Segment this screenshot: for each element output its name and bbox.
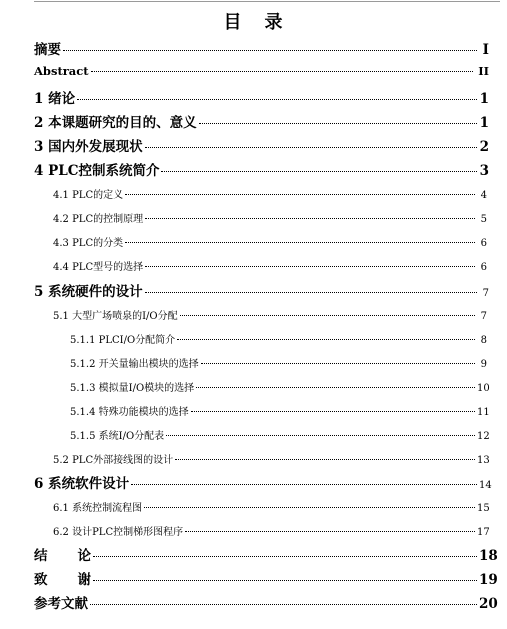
toc-entry-label: 5.1.1 PLCI/O分配简介 bbox=[70, 335, 176, 346]
toc-entry-section-4-1[interactable] bbox=[0, 186, 507, 201]
toc-leader-dots bbox=[175, 459, 475, 460]
toc-leader-dots bbox=[161, 171, 477, 172]
toc-entry-page: 14 bbox=[479, 480, 492, 491]
toc-entry-subsection-5-1-5[interactable] bbox=[0, 427, 507, 442]
toc-entry-label: 6.1 系统控制流程图 bbox=[53, 503, 143, 514]
toc-entry-page: 2 bbox=[479, 139, 489, 155]
toc-leader-dots bbox=[145, 147, 477, 148]
toc-entry-references[interactable] bbox=[0, 592, 507, 612]
toc-entry-page: 7 bbox=[482, 288, 489, 299]
toc-entry-page: 12 bbox=[477, 431, 490, 442]
toc-entry-label: 2 本课题研究的目的、意义 bbox=[34, 115, 197, 131]
toc-entry-label: 摘要 bbox=[34, 42, 61, 58]
toc-leader-dots bbox=[91, 71, 473, 72]
toc-entry-page: 6 bbox=[480, 262, 487, 273]
toc-entry-page: I bbox=[482, 42, 489, 58]
toc-entry-page: 17 bbox=[477, 527, 490, 538]
toc-leader-dots bbox=[201, 363, 475, 364]
toc-entry-abstract-en[interactable] bbox=[0, 64, 507, 78]
toc-entry-page: 4 bbox=[480, 190, 487, 201]
toc-entry-subsection-5-1-2[interactable] bbox=[0, 355, 507, 370]
toc-entry-label: 5.1.5 系统I/O分配表 bbox=[70, 431, 165, 442]
toc-entry-subsection-5-1-1[interactable] bbox=[0, 331, 507, 346]
toc-title-char-1: 目 bbox=[223, 12, 243, 33]
toc-entry-label: 4.4 PLC型号的选择 bbox=[53, 262, 144, 273]
toc-entry-label: 5.1 大型广场喷泉的I/O分配 bbox=[53, 311, 178, 322]
toc-entry-label: 5.1.3 模拟量I/O模块的选择 bbox=[70, 383, 195, 394]
toc-entry-label-part: 论 bbox=[77, 548, 91, 564]
toc-entry-label: 3 国内外发展现状 bbox=[34, 139, 143, 155]
toc-entry-section-4-3[interactable] bbox=[0, 234, 507, 249]
toc-leader-dots bbox=[185, 531, 475, 532]
toc-entry-label bbox=[0, 544, 91, 564]
toc-entry-abstract-cn[interactable] bbox=[0, 38, 507, 58]
toc-entry-page: 5 bbox=[480, 214, 487, 225]
toc-title-char-2: 录 bbox=[264, 12, 284, 33]
toc-entry-page: 20 bbox=[479, 596, 498, 612]
toc-entry-label-part: 谢 bbox=[77, 572, 91, 588]
toc-entry-label: 1 绪论 bbox=[34, 91, 76, 107]
toc-entry-page: 10 bbox=[477, 383, 490, 394]
toc-entry-section-5-1[interactable] bbox=[0, 307, 507, 322]
toc-entry-chapter-1[interactable] bbox=[0, 87, 507, 107]
toc-entry-label-part: 结 bbox=[34, 548, 48, 564]
toc-leader-dots bbox=[180, 315, 475, 316]
toc-entry-page: 9 bbox=[480, 359, 487, 370]
toc-leader-dots bbox=[191, 411, 475, 412]
toc-entry-page: 1 bbox=[479, 115, 489, 131]
toc-entry-label bbox=[0, 568, 91, 588]
toc-leader-dots bbox=[166, 435, 475, 436]
toc-title bbox=[0, 8, 507, 34]
toc-entry-acknowledgement[interactable] bbox=[0, 568, 507, 588]
toc-entry-page: 7 bbox=[480, 311, 487, 322]
toc-leader-dots bbox=[145, 218, 475, 219]
toc-entry-label: 4.1 PLC的定义 bbox=[53, 190, 124, 201]
toc-entry-label-part: 致 bbox=[34, 572, 48, 588]
toc-entry-label: 6 系统软件设计 bbox=[34, 476, 130, 492]
toc-leader-dots bbox=[131, 484, 477, 485]
toc-entry-chapter-6[interactable] bbox=[0, 472, 507, 492]
toc-entry-page: 13 bbox=[477, 455, 490, 466]
toc-entry-chapter-2[interactable] bbox=[0, 111, 507, 131]
toc-entry-page: 19 bbox=[479, 572, 498, 588]
toc-entry-label: 4.3 PLC的分类 bbox=[53, 238, 124, 249]
toc-entry-section-6-2[interactable] bbox=[0, 523, 507, 538]
toc-entry-page: 6 bbox=[480, 238, 487, 249]
top-rule bbox=[34, 1, 500, 2]
toc-leader-dots bbox=[177, 339, 475, 340]
toc-entry-label: Abstract bbox=[34, 64, 89, 78]
toc-entry-chapter-5[interactable] bbox=[0, 280, 507, 300]
toc-entry-section-4-4[interactable] bbox=[0, 258, 507, 273]
toc-leader-dots bbox=[125, 242, 475, 243]
toc-entry-section-4-2[interactable] bbox=[0, 210, 507, 225]
toc-entry-page: 1 bbox=[479, 91, 489, 107]
toc-entry-subsection-5-1-3[interactable] bbox=[0, 379, 507, 394]
toc-entry-label: 5.1.4 特殊功能模块的选择 bbox=[70, 407, 189, 418]
toc-leader-dots bbox=[63, 50, 477, 51]
toc-entry-page: 18 bbox=[479, 548, 498, 564]
toc-entry-page: II bbox=[478, 64, 489, 78]
toc-entry-conclusion[interactable] bbox=[0, 544, 507, 564]
toc-leader-dots bbox=[196, 387, 475, 388]
toc-entry-page: 15 bbox=[477, 503, 490, 514]
toc-leader-dots bbox=[199, 123, 477, 124]
toc-entry-label: 6.2 设计PLC控制梯形图程序 bbox=[53, 527, 184, 538]
toc-entry-page: 3 bbox=[479, 163, 489, 179]
toc-entry-chapter-3[interactable] bbox=[0, 135, 507, 155]
toc-leader-dots bbox=[93, 580, 477, 581]
toc-entry-page: 11 bbox=[477, 407, 490, 418]
toc-entry-label: 4 PLC控制系统简介 bbox=[34, 163, 160, 179]
toc-entry-label: 5 系统硬件的设计 bbox=[34, 284, 143, 300]
toc-entry-label: 参考文献 bbox=[34, 596, 88, 612]
toc-entry-section-5-2[interactable] bbox=[0, 451, 507, 466]
toc-entry-chapter-4[interactable] bbox=[0, 159, 507, 179]
toc-entry-label: 4.2 PLC的控制原理 bbox=[53, 214, 144, 225]
toc-leader-dots bbox=[145, 266, 475, 267]
toc-entry-section-6-1[interactable] bbox=[0, 499, 507, 514]
toc-leader-dots bbox=[77, 99, 477, 100]
toc-leader-dots bbox=[93, 556, 477, 557]
toc-leader-dots bbox=[90, 604, 477, 605]
toc-leader-dots bbox=[125, 194, 475, 195]
toc-leader-dots bbox=[144, 507, 475, 508]
toc-entry-page: 8 bbox=[480, 335, 487, 346]
toc-leader-dots bbox=[145, 292, 477, 293]
toc-entry-label: 5.1.2 开关量输出模块的选择 bbox=[70, 359, 199, 370]
toc-entry-subsection-5-1-4[interactable] bbox=[0, 403, 507, 418]
toc-entry-label: 5.2 PLC外部接线图的设计 bbox=[53, 455, 174, 466]
